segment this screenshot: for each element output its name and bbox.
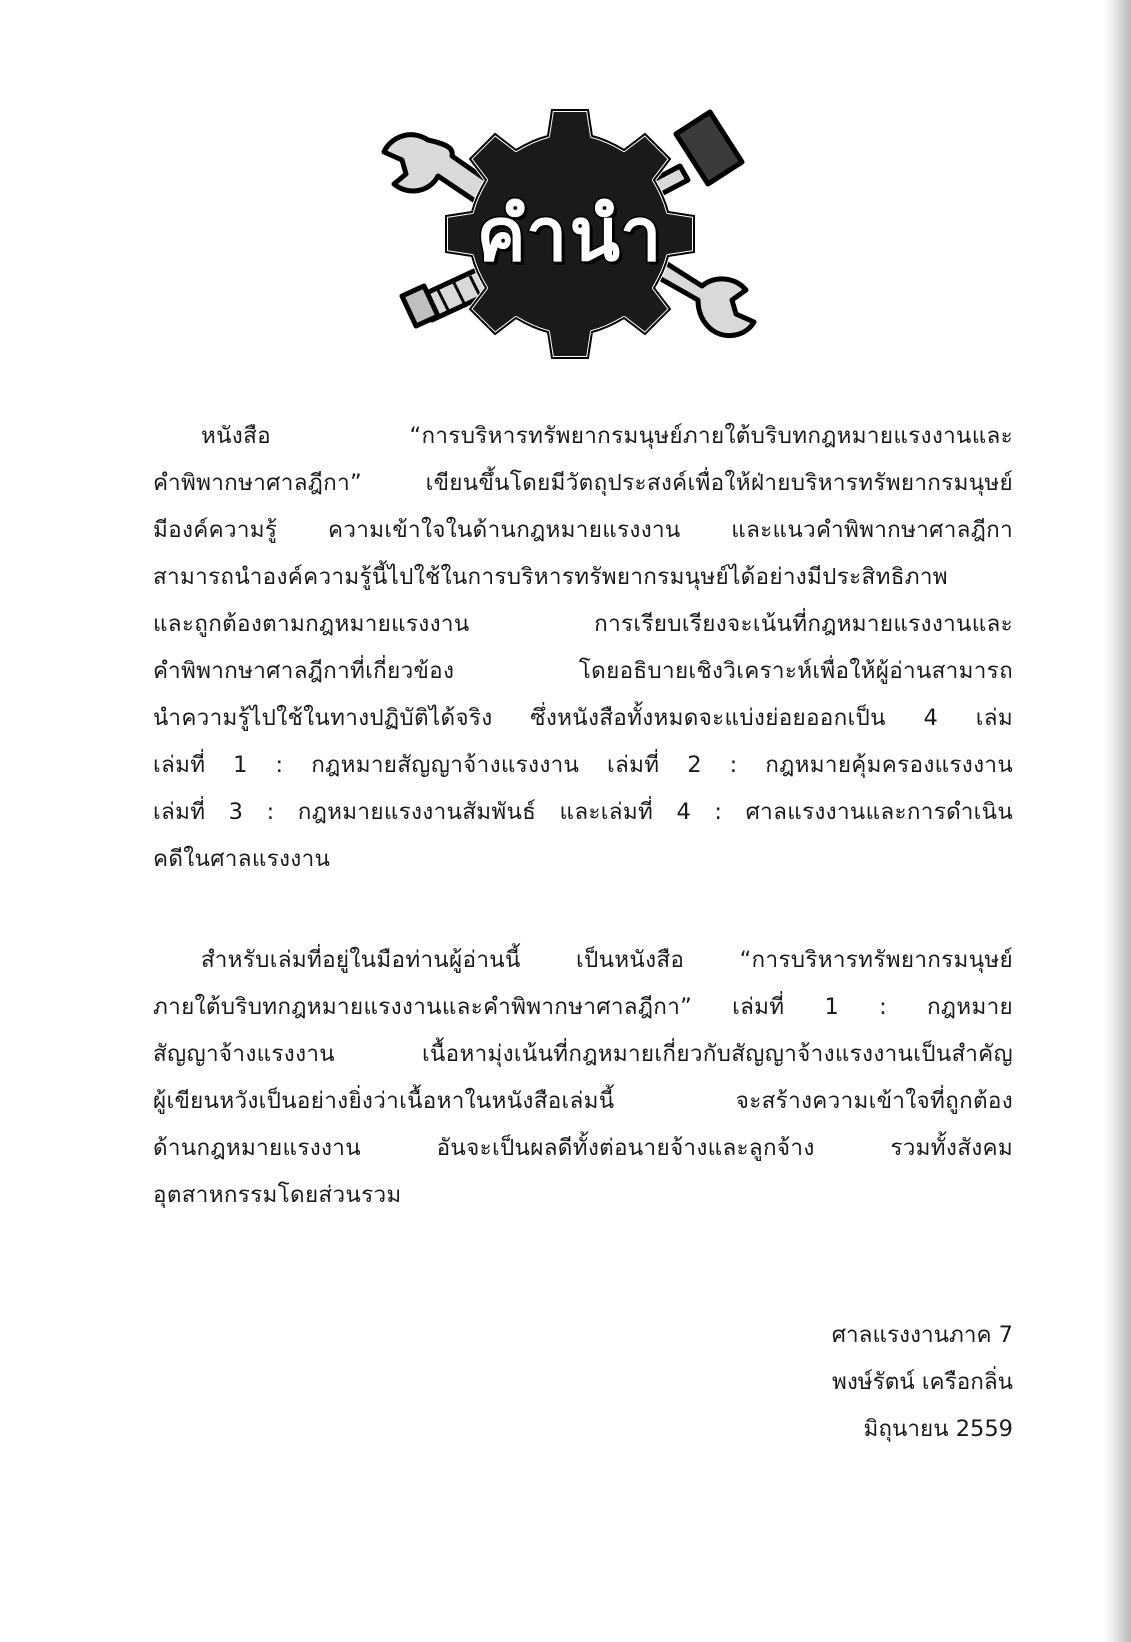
paragraph-line: และถูกต้องตามกฎหมายแรงงาน การเรียบเรียงจะเน้นที่กฎหมายแรงงานและ [153, 611, 1013, 637]
paragraph-line: มีองค์ความรู้ ความเข้าใจในด้านกฎหมายแรงงาน และแนวคำพิพากษาศาลฎีกา [153, 517, 1013, 543]
paragraph-line: คำพิพากษาศาลฎีกา” เขียนขึ้นโดยมีวัตถุประสงค์เพื่อให้ฝ่ายบริหารทรัพยากรมนุษย์ [153, 470, 1013, 496]
preface-paragraph [153, 937, 1013, 1219]
page-title: คำนำ [476, 192, 664, 278]
paragraph-line: คำพิพากษาศาลฎีกาที่เกี่ยวข้อง โดยอธิบายเชิงวิเคราะห์เพื่อให้ผู้อ่านสามารถ [153, 658, 1013, 684]
paragraph-line: สามารถนำองค์ความรู้นี้ไปใช้ในการบริหารทรัพยากรมนุษย์ได้อย่างมีประสิทธิภาพ [153, 564, 948, 590]
paragraph-line: เล่มที่ 3 : กฎหมายแรงงานสัมพันธ์ และเล่มที่ 4 : ศาลแรงงานและการดำเนิน [153, 799, 1013, 825]
paragraph-line: นำความรู้ไปใช้ในทางปฏิบัติได้จริง ซึ่งหนังสือทั้งหมดจะแบ่งย่อยออกเป็น 4 เล่ม [153, 705, 1013, 731]
paragraph-line: สัญญาจ้างแรงงาน เนื้อหามุ่งเน้นที่กฎหมายเกี่ยวกับสัญญาจ้างแรงงานเป็นสำคัญ [153, 1041, 1013, 1067]
signature-block [832, 1312, 1013, 1453]
paragraph-line: ผู้เขียนหวังเป็นอย่างยิ่งว่าเนื้อหาในหนังสือเล่มนี้ จะสร้างความเข้าใจที่ถูกต้อง [153, 1088, 1013, 1114]
paragraph-line: ภายใต้บริบทกฎหมายแรงงานและคำพิพากษาศาลฎีกา” เล่มที่ 1 : กฎหมาย [153, 994, 1013, 1020]
heading-emblem [380, 100, 760, 370]
paragraph-line: เล่มที่ 1 : กฎหมายสัญญาจ้างแรงงาน เล่มที่ 2 : กฎหมายคุ้มครองแรงงาน [153, 752, 1013, 778]
paragraph-line: คดีในศาลแรงงาน [153, 846, 331, 872]
signature-author: พงษ์รัตน์ เครือกลิ่น [831, 1369, 1013, 1395]
paragraph-line: ด้านกฎหมายแรงงาน อันจะเป็นผลดีทั้งต่อนายจ้างและลูกจ้าง รวมทั้งสังคม [153, 1135, 1013, 1161]
preface-paragraph [153, 413, 1013, 883]
signature-date: มิถุนายน 2559 [863, 1416, 1013, 1442]
page-edge-shadow [1103, 0, 1131, 1642]
paragraph-line: สำหรับเล่มที่อยู่ในมือท่านผู้อ่านนี้ เป็นหนังสือ “การบริหารทรัพยากรมนุษย์ [201, 947, 1013, 973]
paragraph-line: อุตสาหกรรมโดยส่วนรวม [153, 1182, 402, 1208]
signature-organization: ศาลแรงงานภาค 7 [831, 1322, 1013, 1348]
paragraph-line: หนังสือ “การบริหารทรัพยากรมนุษย์ภายใต้บริบทกฎหมายแรงงานและ [201, 423, 1013, 449]
